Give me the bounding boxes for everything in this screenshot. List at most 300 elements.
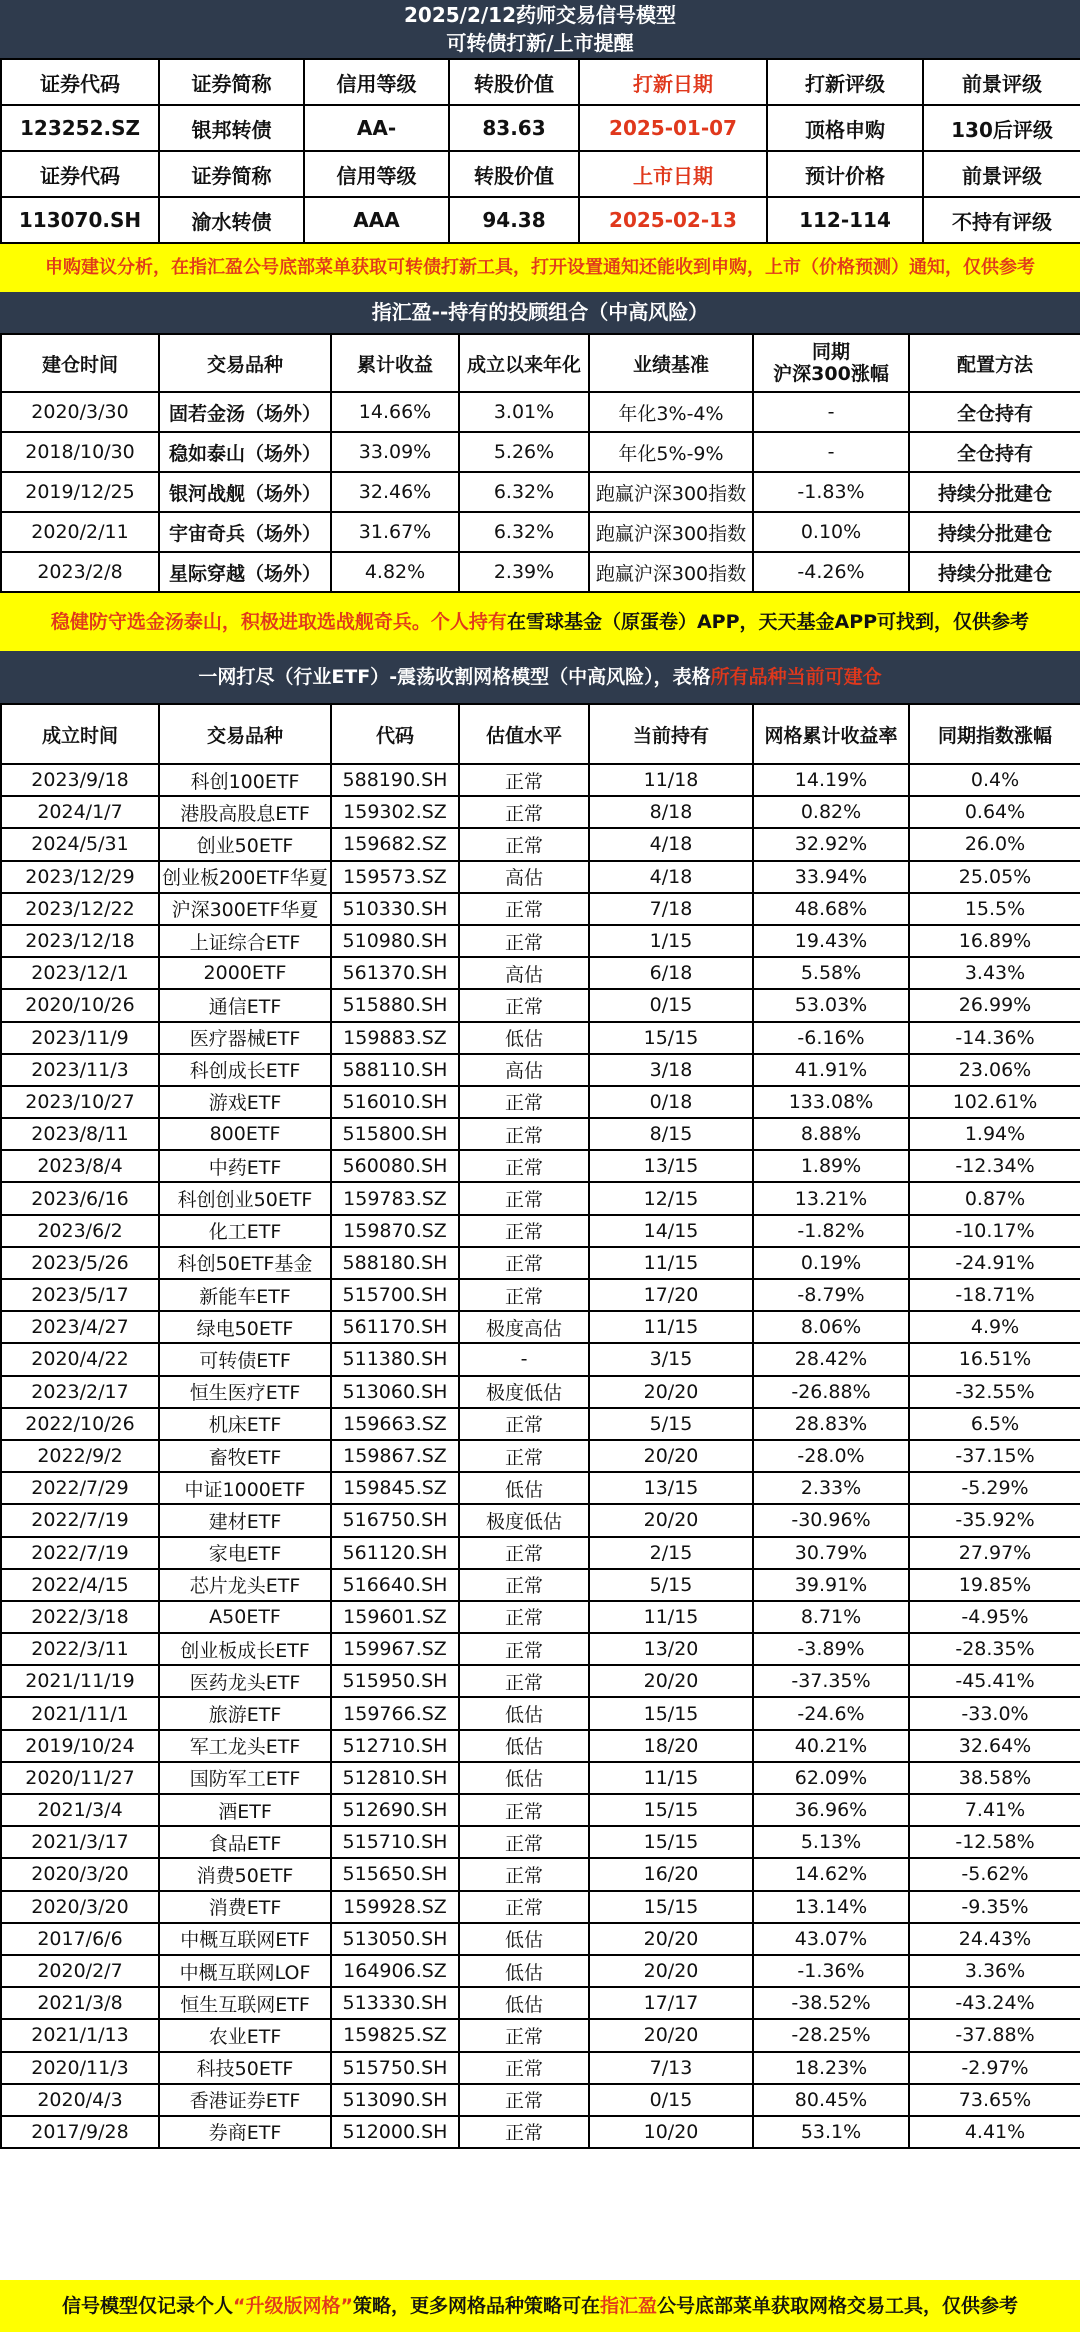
- cell: 513060.SH: [331, 1376, 459, 1408]
- cell: 31.67%: [331, 512, 459, 552]
- cell: 53.1%: [753, 2116, 909, 2148]
- cell: 2023/12/29: [1, 861, 159, 893]
- cell: 2023/12/1: [1, 957, 159, 989]
- cell: 3.36%: [909, 1955, 1080, 1987]
- cell: 正常: [459, 1665, 589, 1697]
- cell: 3/15: [589, 1343, 753, 1375]
- cell: AAA: [304, 197, 449, 243]
- etf-row: [1, 1601, 1080, 1633]
- cell: 113070.SH: [1, 197, 159, 243]
- cell: 2023/12/18: [1, 925, 159, 957]
- cell: 16.51%: [909, 1343, 1080, 1375]
- cell: 11/15: [589, 1247, 753, 1279]
- etf-row: [1, 1923, 1080, 1955]
- col-header: 业绩基准: [589, 334, 753, 392]
- cell: 23.06%: [909, 1054, 1080, 1086]
- cell: 2017/9/28: [1, 2116, 159, 2148]
- cell: -37.15%: [909, 1440, 1080, 1472]
- cb-notice-text: 申购建议分析，在指汇盈公号底部菜单获取可转债打新工具，打开设置通知还能收到申购，上市（价格预测）通知，仅供参考: [45, 257, 1035, 278]
- cell: 5/15: [589, 1569, 753, 1601]
- cell: 11/15: [589, 1762, 753, 1794]
- cb-list-header-row: [1, 151, 1080, 197]
- cell: 消费ETF: [159, 1891, 331, 1923]
- cell: 20/20: [589, 2019, 753, 2051]
- cell: 2022/3/18: [1, 1601, 159, 1633]
- cell: 2023/12/22: [1, 893, 159, 925]
- cell: 2022/7/29: [1, 1472, 159, 1504]
- cell: 11/15: [589, 1311, 753, 1343]
- etf-row: [1, 2052, 1080, 2084]
- cell: 5/15: [589, 1408, 753, 1440]
- cell: 33.09%: [331, 432, 459, 472]
- portfolio-row: [1, 392, 1080, 432]
- cell: 159867.SZ: [331, 1440, 459, 1472]
- cell: 畜牧ETF: [159, 1440, 331, 1472]
- cell: 高估: [459, 861, 589, 893]
- cell: 159682.SZ: [331, 828, 459, 860]
- cell: 1.94%: [909, 1118, 1080, 1150]
- cell: 高估: [459, 1054, 589, 1086]
- cell: 0/15: [589, 989, 753, 1021]
- cell: 516640.SH: [331, 1569, 459, 1601]
- cell: -24.91%: [909, 1247, 1080, 1279]
- cell: -35.92%: [909, 1504, 1080, 1536]
- cell: 低估: [459, 1955, 589, 1987]
- etf-title-highlight: 所有品种当前可建仓: [710, 666, 882, 688]
- etf-row: [1, 957, 1080, 989]
- cell: 正常: [459, 1150, 589, 1182]
- cell: 30.79%: [753, 1537, 909, 1569]
- cell: 2021/3/8: [1, 1987, 159, 2019]
- etf-row: [1, 1537, 1080, 1569]
- cell: 43.07%: [753, 1923, 909, 1955]
- cell: 159601.SZ: [331, 1601, 459, 1633]
- etf-row: [1, 1762, 1080, 1794]
- cell: 正常: [459, 764, 589, 796]
- portfolio-title-band: [0, 292, 1080, 333]
- cell: 0.10%: [753, 512, 909, 552]
- cell: 低估: [459, 1730, 589, 1762]
- cell: 科创成长ETF: [159, 1054, 331, 1086]
- cell: 农业ETF: [159, 2019, 331, 2051]
- cell: 123252.SZ: [1, 105, 159, 151]
- etf-row: [1, 1311, 1080, 1343]
- cell: 3/18: [589, 1054, 753, 1086]
- cell: 2017/6/6: [1, 1923, 159, 1955]
- cell: -43.24%: [909, 1987, 1080, 2019]
- cell: 26.99%: [909, 989, 1080, 1021]
- etf-row: [1, 1697, 1080, 1729]
- cell: 11/18: [589, 764, 753, 796]
- cell: 588110.SH: [331, 1054, 459, 1086]
- cell: 创业板200ETF华夏: [159, 861, 331, 893]
- cell: 2020/3/20: [1, 1891, 159, 1923]
- etf-row: [1, 989, 1080, 1021]
- cell: -45.41%: [909, 1665, 1080, 1697]
- cell: 持续分批建仓: [909, 472, 1080, 512]
- col-header: 信用等级: [304, 151, 449, 197]
- cell: 跑赢沪深300指数: [589, 512, 753, 552]
- portfolio-notice: [0, 593, 1080, 651]
- etf-row: [1, 1118, 1080, 1150]
- cell: 年化5%-9%: [589, 432, 753, 472]
- cell: 2022/10/26: [1, 1408, 159, 1440]
- cell: -9.35%: [909, 1891, 1080, 1923]
- portfolio-title: 指汇盈--持有的投顾组合（中高风险）: [371, 300, 709, 324]
- col-header: 打新评级: [767, 59, 923, 105]
- cell: 香港证券ETF: [159, 2084, 331, 2116]
- cell: 低估: [459, 1697, 589, 1729]
- cell: 中药ETF: [159, 1150, 331, 1182]
- cell: 515700.SH: [331, 1279, 459, 1311]
- cell: 0/15: [589, 2084, 753, 2116]
- cell: 515800.SH: [331, 1118, 459, 1150]
- cell-list-date: 2025-02-13: [579, 197, 767, 243]
- cell: 20/20: [589, 1923, 753, 1955]
- cell: 银河战舰（场外）: [159, 472, 331, 512]
- etf-row: [1, 1472, 1080, 1504]
- cell: 2023/11/9: [1, 1022, 159, 1054]
- cell: 2023/11/3: [1, 1054, 159, 1086]
- cell: 2023/9/18: [1, 764, 159, 796]
- cell: 512710.SH: [331, 1730, 459, 1762]
- cell: 正常: [459, 1215, 589, 1247]
- cell: 20/20: [589, 1955, 753, 1987]
- col-header: 转股价值: [449, 59, 579, 105]
- cell: 低估: [459, 1472, 589, 1504]
- cell: 28.83%: [753, 1408, 909, 1440]
- cell: 20/20: [589, 1440, 753, 1472]
- col-header-line: 沪深300涨幅: [773, 363, 889, 385]
- cell: 1.89%: [753, 1150, 909, 1182]
- cell: 国防军工ETF: [159, 1762, 331, 1794]
- cell: 3.43%: [909, 957, 1080, 989]
- cell: 15/15: [589, 1697, 753, 1729]
- cb-ipo-header-row: [1, 59, 1080, 105]
- cell: 军工龙头ETF: [159, 1730, 331, 1762]
- cell: 机床ETF: [159, 1408, 331, 1440]
- etf-row: [1, 1343, 1080, 1375]
- cell: 159573.SZ: [331, 861, 459, 893]
- etf-title: 一网打尽（行业ETF）-震荡收割网格模型（中高风险），表格: [198, 666, 711, 688]
- cell: -4.26%: [753, 552, 909, 592]
- cell: 14/15: [589, 1215, 753, 1247]
- cell: 不持有评级: [923, 197, 1080, 243]
- etf-row: [1, 1376, 1080, 1408]
- cell: 561370.SH: [331, 957, 459, 989]
- cell: -: [753, 432, 909, 472]
- cell: 159928.SZ: [331, 1891, 459, 1923]
- cell: 24.43%: [909, 1923, 1080, 1955]
- cell: 可转债ETF: [159, 1343, 331, 1375]
- cell: 正常: [459, 1408, 589, 1440]
- cell: 112-114: [767, 197, 923, 243]
- cell: 正常: [459, 1633, 589, 1665]
- cell: 512690.SH: [331, 1794, 459, 1826]
- cell: 2018/10/30: [1, 432, 159, 472]
- cell: 正常: [459, 1858, 589, 1890]
- cell: 159302.SZ: [331, 796, 459, 828]
- portfolio-notice-red: 稳健防守选金汤泰山，积极进取选战舰奇兵。个人持有: [50, 611, 507, 633]
- cell: -1.83%: [753, 472, 909, 512]
- cell: 39.91%: [753, 1569, 909, 1601]
- cell: 中概互联网LOF: [159, 1955, 331, 1987]
- cell: 12/15: [589, 1182, 753, 1214]
- cell: 科技50ETF: [159, 2052, 331, 2084]
- cell: 2000ETF: [159, 957, 331, 989]
- cell: 极度低估: [459, 1376, 589, 1408]
- cell: 7.41%: [909, 1794, 1080, 1826]
- etf-row: [1, 2084, 1080, 2116]
- cell: 2020/3/30: [1, 392, 159, 432]
- etf-title-band: [0, 651, 1080, 703]
- footer-text-5: 公号底部菜单获取网格交易工具，仅供参考: [657, 2295, 1019, 2317]
- cell: -12.34%: [909, 1150, 1080, 1182]
- cell: 516010.SH: [331, 1086, 459, 1118]
- cell: -30.96%: [753, 1504, 909, 1536]
- cell: 全仓持有: [909, 392, 1080, 432]
- cell: 15/15: [589, 1826, 753, 1858]
- etf-row: [1, 828, 1080, 860]
- cell: 医疗器械ETF: [159, 1022, 331, 1054]
- cell: 4.9%: [909, 1311, 1080, 1343]
- cell: 0.87%: [909, 1182, 1080, 1214]
- cell: 2021/3/4: [1, 1794, 159, 1826]
- cell: 2.39%: [459, 552, 589, 592]
- etf-row: [1, 2116, 1080, 2148]
- col-header: 成立以来年化: [459, 334, 589, 392]
- cell: 正常: [459, 2084, 589, 2116]
- cell: 13/15: [589, 1472, 753, 1504]
- cell: 正常: [459, 1118, 589, 1150]
- cell: 0.64%: [909, 796, 1080, 828]
- cell: 6.32%: [459, 472, 589, 512]
- cell: 正常: [459, 1794, 589, 1826]
- cell: 低估: [459, 1022, 589, 1054]
- cell: 通信ETF: [159, 989, 331, 1021]
- cell: 800ETF: [159, 1118, 331, 1150]
- etf-row: [1, 1891, 1080, 1923]
- cell: -10.17%: [909, 1215, 1080, 1247]
- cell: 2023/8/11: [1, 1118, 159, 1150]
- cell: 跑赢沪深300指数: [589, 472, 753, 512]
- cell: 年化3%-4%: [589, 392, 753, 432]
- cell: 14.66%: [331, 392, 459, 432]
- cell: 94.38: [449, 197, 579, 243]
- etf-row: [1, 1247, 1080, 1279]
- cell: 102.61%: [909, 1086, 1080, 1118]
- portfolio-row: [1, 472, 1080, 512]
- cell: 食品ETF: [159, 1826, 331, 1858]
- portfolio-row: [1, 512, 1080, 552]
- col-header: 累计收益: [331, 334, 459, 392]
- cell: 511380.SH: [331, 1343, 459, 1375]
- cell: 5.26%: [459, 432, 589, 472]
- cell: 5.13%: [753, 1826, 909, 1858]
- cell: 0.4%: [909, 764, 1080, 796]
- cell: 10/20: [589, 2116, 753, 2148]
- cell: 7/18: [589, 893, 753, 925]
- cell: -4.95%: [909, 1601, 1080, 1633]
- cell: 2023/4/27: [1, 1311, 159, 1343]
- cell: 家电ETF: [159, 1537, 331, 1569]
- cell: 正常: [459, 1086, 589, 1118]
- portfolio-table: [0, 333, 1080, 593]
- cell: -1.82%: [753, 1215, 909, 1247]
- cell: 36.96%: [753, 1794, 909, 1826]
- footer-text-3: 策略，更多网格品种策略可在: [352, 2295, 600, 2317]
- col-header: [753, 334, 909, 392]
- cell: 588190.SH: [331, 764, 459, 796]
- cell: 稳如泰山（场外）: [159, 432, 331, 472]
- cell: 正常: [459, 796, 589, 828]
- cell: 建材ETF: [159, 1504, 331, 1536]
- cell: -: [459, 1343, 589, 1375]
- cb-table: [0, 58, 1080, 244]
- cell: 宇宙奇兵（场外）: [159, 512, 331, 552]
- etf-row: [1, 1440, 1080, 1472]
- cell: 7/13: [589, 2052, 753, 2084]
- cell: 3.01%: [459, 392, 589, 432]
- cell: 2023/8/4: [1, 1150, 159, 1182]
- cell: 2024/5/31: [1, 828, 159, 860]
- cell: 15/15: [589, 1891, 753, 1923]
- cell: 正常: [459, 1182, 589, 1214]
- cell: 4/18: [589, 861, 753, 893]
- col-header: 成立时间: [1, 704, 159, 764]
- etf-row: [1, 1633, 1080, 1665]
- cell: 133.08%: [753, 1086, 909, 1118]
- cell: -5.62%: [909, 1858, 1080, 1890]
- cell: 28.42%: [753, 1343, 909, 1375]
- cell: -26.88%: [753, 1376, 909, 1408]
- cell: 20/20: [589, 1665, 753, 1697]
- cell: 正常: [459, 1247, 589, 1279]
- col-header: 同期指数涨幅: [909, 704, 1080, 764]
- cell: -28.35%: [909, 1633, 1080, 1665]
- cell: 62.09%: [753, 1762, 909, 1794]
- col-header: 转股价值: [449, 151, 579, 197]
- cell: 27.97%: [909, 1537, 1080, 1569]
- cell: 正常: [459, 1279, 589, 1311]
- cell: 创业板成长ETF: [159, 1633, 331, 1665]
- etf-row: [1, 1794, 1080, 1826]
- cell: 19.85%: [909, 1569, 1080, 1601]
- cell: -1.36%: [753, 1955, 909, 1987]
- col-header: 交易品种: [159, 334, 331, 392]
- cell: 4.82%: [331, 552, 459, 592]
- cell: 正常: [459, 1826, 589, 1858]
- cell: 2023/10/27: [1, 1086, 159, 1118]
- cell: 跑赢沪深300指数: [589, 552, 753, 592]
- cell: 8/15: [589, 1118, 753, 1150]
- cell: 正常: [459, 2052, 589, 2084]
- cell: 164906.SZ: [331, 1955, 459, 1987]
- etf-row: [1, 1569, 1080, 1601]
- cell: 2020/2/7: [1, 1955, 159, 1987]
- cell: 全仓持有: [909, 432, 1080, 472]
- cell: 6.5%: [909, 1408, 1080, 1440]
- title-band: [0, 0, 1080, 58]
- cb-ipo-row: [1, 105, 1080, 151]
- cell: 沪深300ETF华夏: [159, 893, 331, 925]
- cell: 2024/1/7: [1, 796, 159, 828]
- cell: 2022/7/19: [1, 1537, 159, 1569]
- cell: 159783.SZ: [331, 1182, 459, 1214]
- cell: -12.58%: [909, 1826, 1080, 1858]
- col-header: 网格累计收益率: [753, 704, 909, 764]
- col-header: 前景评级: [923, 151, 1080, 197]
- cell: 2021/11/19: [1, 1665, 159, 1697]
- cell: 新能车ETF: [159, 1279, 331, 1311]
- col-header: 建仓时间: [1, 334, 159, 392]
- cell: 53.03%: [753, 989, 909, 1021]
- col-header: 交易品种: [159, 704, 331, 764]
- cell: 510330.SH: [331, 893, 459, 925]
- etf-row: [1, 1730, 1080, 1762]
- etf-row: [1, 764, 1080, 796]
- col-header-line: 同期: [811, 341, 850, 363]
- cell: 32.64%: [909, 1730, 1080, 1762]
- cell: A50ETF: [159, 1601, 331, 1633]
- page-subtitle: 可转债打新/上市提醒: [446, 31, 634, 55]
- cell: 恒生医疗ETF: [159, 1376, 331, 1408]
- cell: 恒生互联网ETF: [159, 1987, 331, 2019]
- col-header: 配置方法: [909, 334, 1080, 392]
- cell: 512810.SH: [331, 1762, 459, 1794]
- cell: 512000.SH: [331, 2116, 459, 2148]
- etf-row: [1, 1022, 1080, 1054]
- cell: 19.43%: [753, 925, 909, 957]
- etf-row: [1, 925, 1080, 957]
- cell: 8.88%: [753, 1118, 909, 1150]
- cell: 2022/7/19: [1, 1504, 159, 1536]
- cell: -3.89%: [753, 1633, 909, 1665]
- cell: 持续分批建仓: [909, 552, 1080, 592]
- col-header: 当前持有: [589, 704, 753, 764]
- cb-notice: [0, 244, 1080, 292]
- etf-row: [1, 2019, 1080, 2051]
- cell: 515750.SH: [331, 2052, 459, 2084]
- cell: 2019/12/25: [1, 472, 159, 512]
- cell: 科创创业50ETF: [159, 1182, 331, 1214]
- cell: 8/18: [589, 796, 753, 828]
- cell: 上证综合ETF: [159, 925, 331, 957]
- cell: 159766.SZ: [331, 1697, 459, 1729]
- col-header: 信用等级: [304, 59, 449, 105]
- cell: 515950.SH: [331, 1665, 459, 1697]
- cell: 科创100ETF: [159, 764, 331, 796]
- cell: 14.19%: [753, 764, 909, 796]
- cell: 中概互联网ETF: [159, 1923, 331, 1955]
- cell: 561120.SH: [331, 1537, 459, 1569]
- cell: 低估: [459, 1762, 589, 1794]
- footer-text-1: 信号模型仅记录个人: [61, 2295, 233, 2317]
- cell: 515880.SH: [331, 989, 459, 1021]
- cell: 560080.SH: [331, 1150, 459, 1182]
- etf-row: [1, 1215, 1080, 1247]
- cell: -24.6%: [753, 1697, 909, 1729]
- cell: 6.32%: [459, 512, 589, 552]
- cell: 正常: [459, 1440, 589, 1472]
- cell: 旅游ETF: [159, 1697, 331, 1729]
- cell: 正常: [459, 1891, 589, 1923]
- cell: 2019/10/24: [1, 1730, 159, 1762]
- cell: 4/18: [589, 828, 753, 860]
- cell: 20/20: [589, 1504, 753, 1536]
- cell: 2020/3/20: [1, 1858, 159, 1890]
- cell: 2023/5/17: [1, 1279, 159, 1311]
